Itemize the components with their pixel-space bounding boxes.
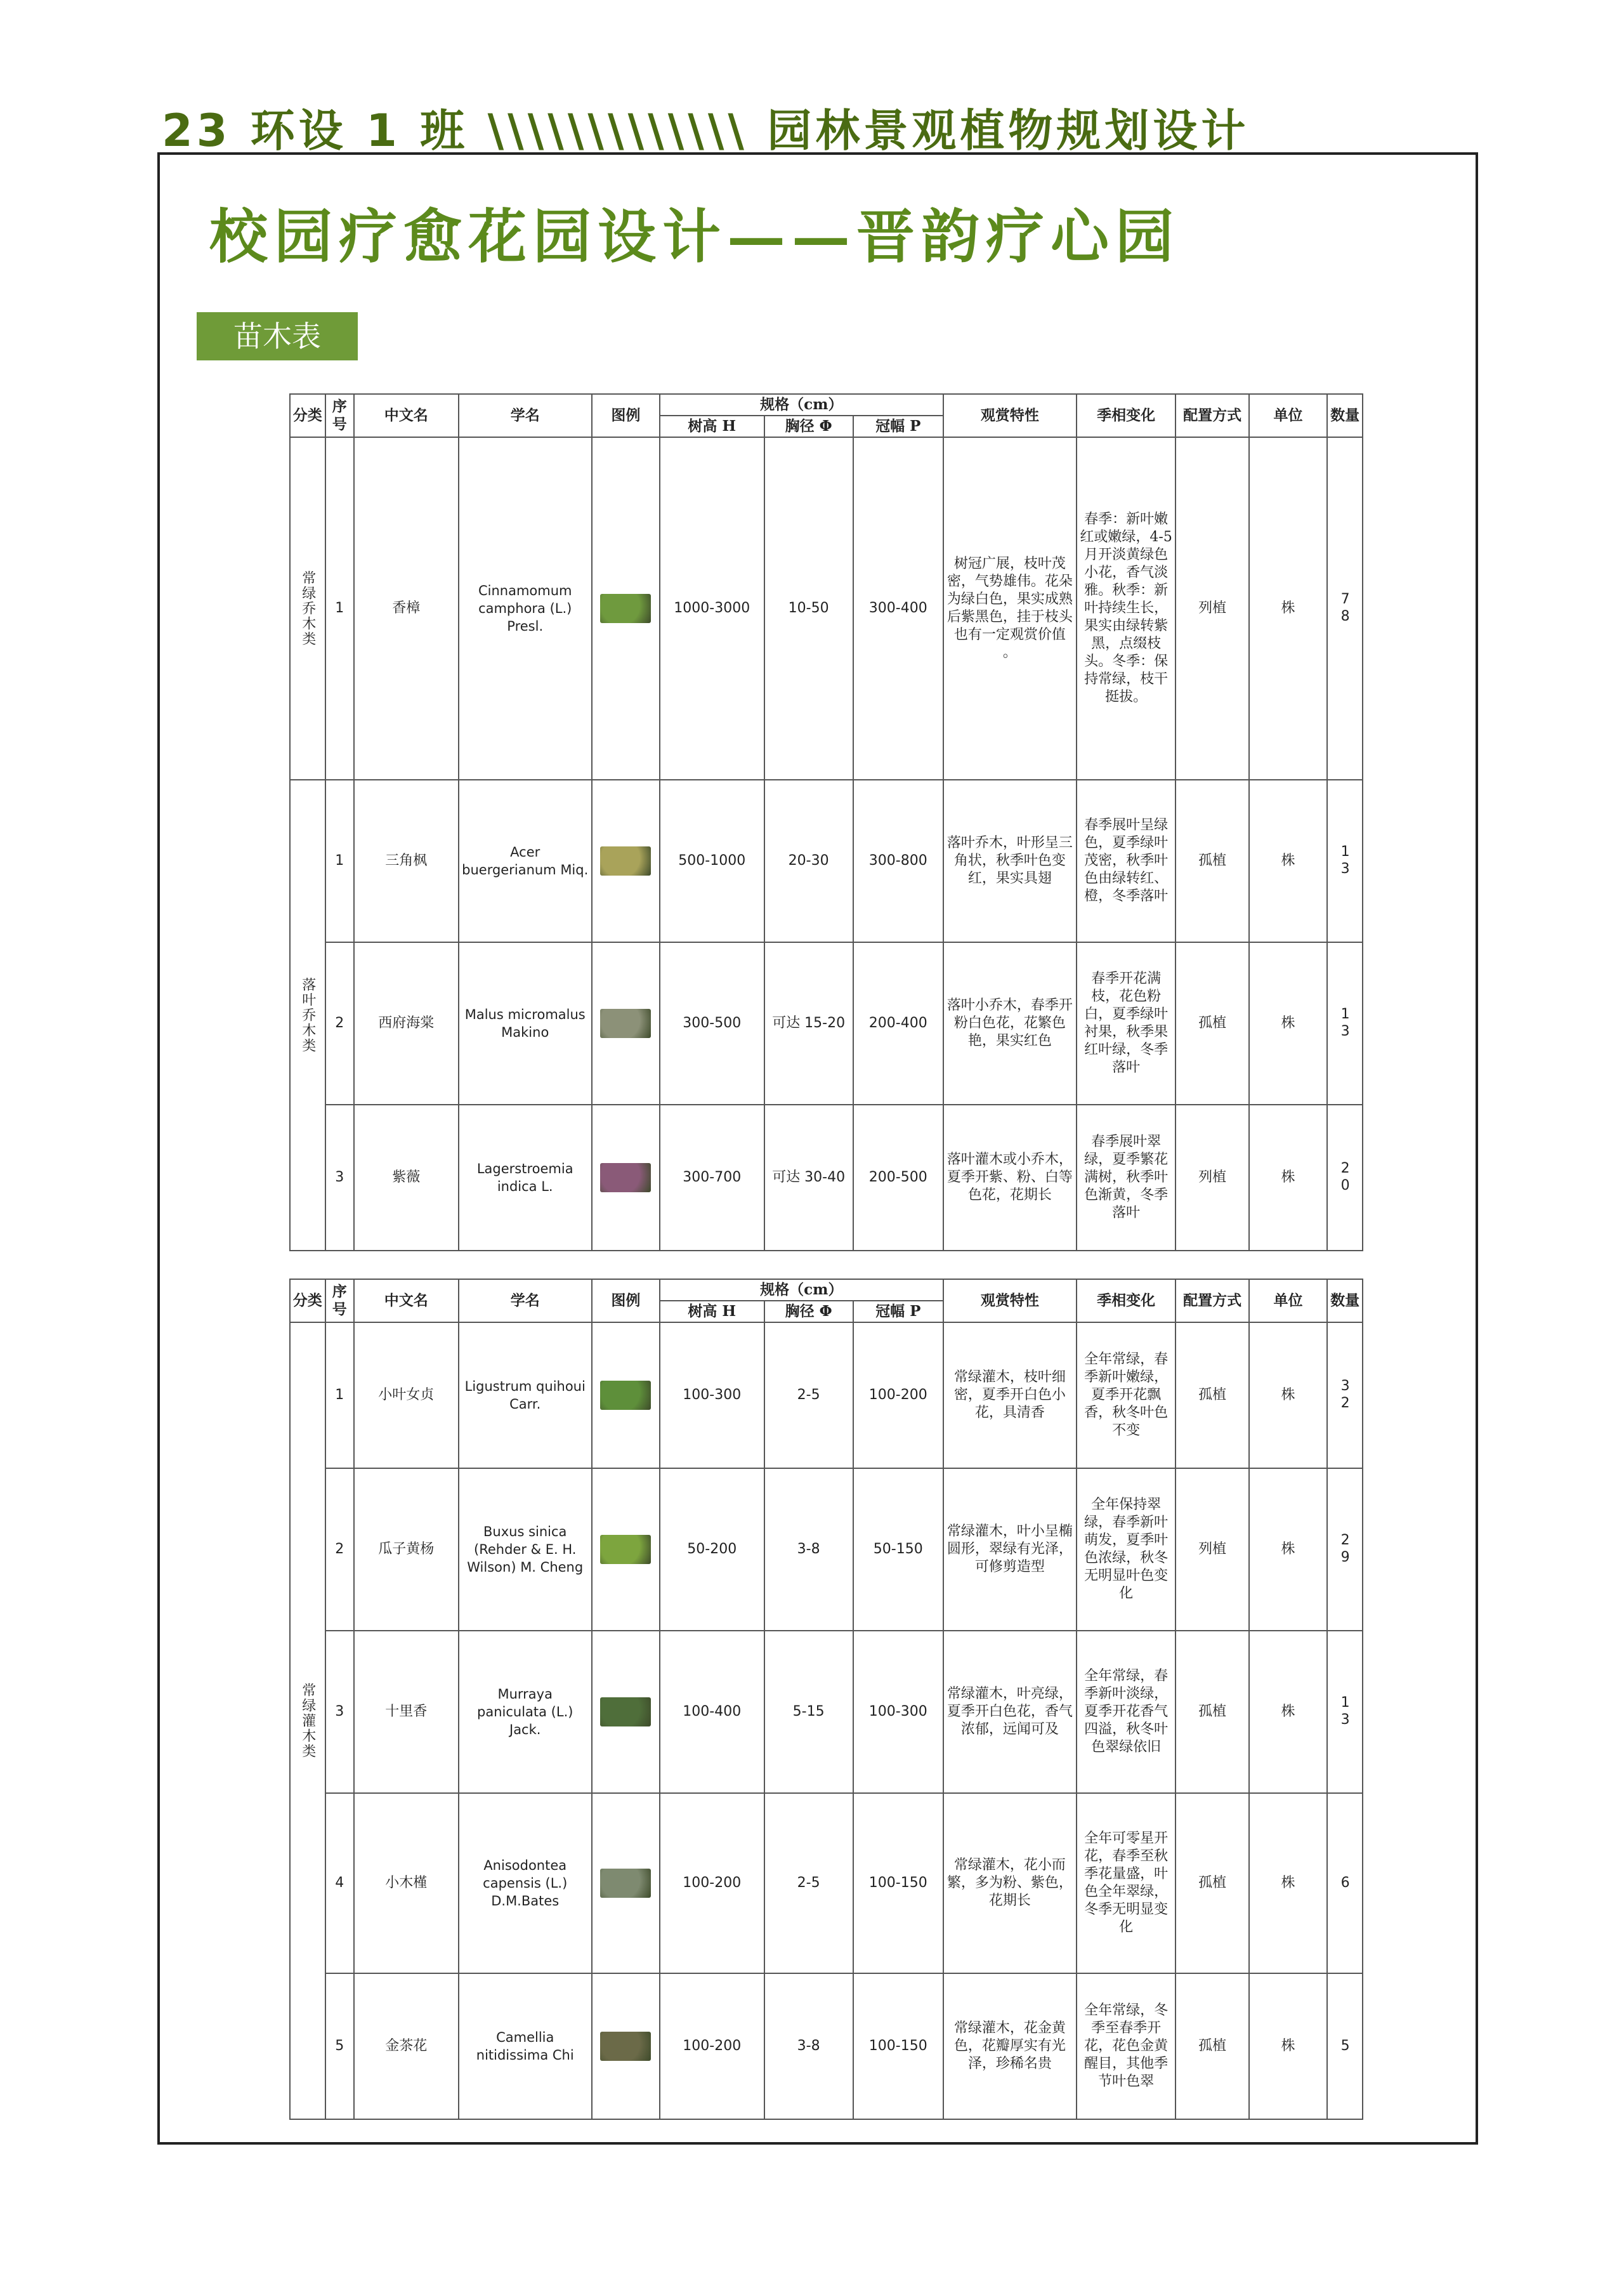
unit-cell: 株 xyxy=(1249,1105,1328,1251)
col-qty: 数量 xyxy=(1327,394,1363,437)
category-cell: 落叶乔木类 xyxy=(290,780,325,1251)
col-category: 分类 xyxy=(290,1279,325,1322)
dbh-cell: 5-15 xyxy=(764,1631,853,1793)
col-cn-name: 中文名 xyxy=(354,394,459,437)
ornamental-cell: 常绿灌木，枝叶细密，夏季开白色小花，具清香 xyxy=(943,1322,1077,1468)
config-cell: 孤植 xyxy=(1175,1973,1248,2119)
qty-cell: 20 xyxy=(1327,1105,1363,1251)
plant-legend-image xyxy=(600,1697,651,1726)
cn-name-cell: 紫薇 xyxy=(354,1105,459,1251)
table-row xyxy=(290,1468,1363,1631)
config-cell: 列植 xyxy=(1175,1105,1248,1251)
crown-cell: 200-500 xyxy=(853,1105,943,1251)
index-cell: 2 xyxy=(325,1468,354,1631)
unit-cell: 株 xyxy=(1249,1631,1328,1793)
legend-cell xyxy=(592,437,660,780)
qty-cell: 5 xyxy=(1327,1973,1363,2119)
height-cell: 300-700 xyxy=(660,1105,764,1251)
crown-cell: 100-150 xyxy=(853,1973,943,2119)
seasonal-cell: 春季展叶呈绿色，夏季绿叶茂密，秋季叶色由绿转红、橙，冬季落叶 xyxy=(1077,780,1176,942)
unit-cell: 株 xyxy=(1249,942,1328,1105)
latin-name-cell: Anisodontea capensis (L.) D.M.Bates xyxy=(459,1793,592,1973)
col-unit: 单位 xyxy=(1249,1279,1328,1322)
col-latin-name: 学名 xyxy=(459,394,592,437)
latin-name-cell: Cinnamomum camphora (L.) Presl. xyxy=(459,437,592,780)
col-crown: 冠幅 P xyxy=(853,416,943,437)
seasonal-cell: 春季：新叶嫩红或嫩绿，4-5 月开淡黄绿色小花，香气淡雅。秋季：新叶持续生长，果实由绿转紫黑，点缀枝头。冬季：保持常绿，枝干挺拔。 xyxy=(1077,437,1176,780)
col-index: 序号 xyxy=(325,1279,354,1322)
qty-cell: 13 xyxy=(1327,780,1363,942)
config-cell: 列植 xyxy=(1175,1468,1248,1631)
seasonal-cell: 全年常绿，春季新叶淡绿，夏季开花香气四溢，秋冬叶色翠绿依旧 xyxy=(1077,1631,1176,1793)
col-ornamental: 观赏特性 xyxy=(943,1279,1077,1322)
crown-cell: 100-200 xyxy=(853,1322,943,1468)
category-cell: 常绿乔木类 xyxy=(290,437,325,780)
latin-name-cell: Malus micromalus Makino xyxy=(459,942,592,1105)
table-row xyxy=(290,1973,1363,2119)
index-cell: 5 xyxy=(325,1973,354,2119)
col-dbh: 胸径 Φ xyxy=(764,1301,853,1322)
cn-name-cell: 小叶女贞 xyxy=(354,1322,459,1468)
cn-name-cell: 三角枫 xyxy=(354,780,459,942)
crown-cell: 200-400 xyxy=(853,942,943,1105)
dbh-cell: 可达 30-40 xyxy=(764,1105,853,1251)
legend-cell xyxy=(592,1793,660,1973)
cn-name-cell: 香樟 xyxy=(354,437,459,780)
ornamental-cell: 常绿灌木，叶小呈椭圆形，翠绿有光泽，可修剪造型 xyxy=(943,1468,1077,1631)
index-cell: 1 xyxy=(325,1322,354,1468)
height-cell: 100-200 xyxy=(660,1973,764,2119)
qty-cell: 13 xyxy=(1327,1631,1363,1793)
index-cell: 3 xyxy=(325,1631,354,1793)
dbh-cell: 2-5 xyxy=(764,1322,853,1468)
qty-cell: 29 xyxy=(1327,1468,1363,1631)
crown-cell: 300-400 xyxy=(853,437,943,780)
seasonal-cell: 全年保持翠绿，春季新叶萌发，夏季叶色浓绿，秋冬无明显叶色变化 xyxy=(1077,1468,1176,1631)
section-badge: 苗木表 xyxy=(197,312,358,360)
latin-name-cell: Lagerstroemia indica L. xyxy=(459,1105,592,1251)
index-cell: 1 xyxy=(325,780,354,942)
config-cell: 列植 xyxy=(1175,437,1248,780)
page-title: 校园疗愈花园设计——晋韵疗心园 xyxy=(209,202,1181,271)
unit-cell: 株 xyxy=(1249,1322,1328,1468)
latin-name-cell: Acer buergerianum Miq. xyxy=(459,780,592,942)
height-cell: 300-500 xyxy=(660,942,764,1105)
ornamental-cell: 落叶乔木，叶形呈三角状，秋季叶色变红，果实具翅 xyxy=(943,780,1077,942)
latin-name-cell: Murraya paniculata (L.) Jack. xyxy=(459,1631,592,1793)
config-cell: 孤植 xyxy=(1175,780,1248,942)
index-cell: 3 xyxy=(325,1105,354,1251)
plant-legend-image xyxy=(600,1869,651,1898)
col-seasonal: 季相变化 xyxy=(1077,394,1176,437)
col-legend: 图例 xyxy=(592,394,660,437)
plant-legend-image xyxy=(600,1009,651,1038)
plant-legend-image xyxy=(600,594,651,623)
dbh-cell: 3-8 xyxy=(764,1468,853,1631)
ornamental-cell: 落叶灌木或小乔木，夏季开紫、粉、白等色花，花期长 xyxy=(943,1105,1077,1251)
seasonal-cell: 春季展叶翠绿，夏季繁花满树，秋季叶色渐黄，冬季落叶 xyxy=(1077,1105,1176,1251)
plant-schedule-table-shrubs xyxy=(289,1279,1363,2120)
ornamental-cell: 树冠广展，枝叶茂密，气势雄伟。花朵为绿白色，果实成熟后紫黑色，挂于枝头也有一定观赏价值 。 xyxy=(943,437,1077,780)
unit-cell: 株 xyxy=(1249,437,1328,780)
col-config: 配置方式 xyxy=(1175,1279,1248,1322)
cn-name-cell: 小木槿 xyxy=(354,1793,459,1973)
qty-cell: 78 xyxy=(1327,437,1363,780)
cn-name-cell: 十里香 xyxy=(354,1631,459,1793)
seasonal-cell: 全年常绿，冬季至春季开花，花色金黄醒目，其他季节叶色翠 xyxy=(1077,1973,1176,2119)
seasonal-cell: 全年常绿，春季新叶嫩绿，夏季开花飘香，秋冬叶色不变 xyxy=(1077,1322,1176,1468)
col-index: 序号 xyxy=(325,394,354,437)
legend-cell xyxy=(592,1468,660,1631)
height-cell: 100-400 xyxy=(660,1631,764,1793)
col-unit: 单位 xyxy=(1249,394,1328,437)
latin-name-cell: Camellia nitidissima Chi xyxy=(459,1973,592,2119)
header-course-line: 23 环设 1 班 \\\\\\\\\\\\\ 园林景观植物规划设计 xyxy=(162,105,1250,157)
config-cell: 孤植 xyxy=(1175,1322,1248,1468)
height-cell: 500-1000 xyxy=(660,780,764,942)
unit-cell: 株 xyxy=(1249,780,1328,942)
plant-legend-image xyxy=(600,1163,651,1192)
crown-cell: 100-300 xyxy=(853,1631,943,1793)
ornamental-cell: 落叶小乔木，春季开粉白色花，花繁色艳，果实红色 xyxy=(943,942,1077,1105)
crown-cell: 300-800 xyxy=(853,780,943,942)
dbh-cell: 10-50 xyxy=(764,437,853,780)
config-cell: 孤植 xyxy=(1175,942,1248,1105)
qty-cell: 13 xyxy=(1327,942,1363,1105)
col-cn-name: 中文名 xyxy=(354,1279,459,1322)
unit-cell: 株 xyxy=(1249,1793,1328,1973)
ornamental-cell: 常绿灌木，叶亮绿，夏季开白色花，香气浓郁，远闻可及 xyxy=(943,1631,1077,1793)
legend-cell xyxy=(592,1105,660,1251)
legend-cell xyxy=(592,780,660,942)
crown-cell: 50-150 xyxy=(853,1468,943,1631)
col-dbh: 胸径 Φ xyxy=(764,416,853,437)
col-qty: 数量 xyxy=(1327,1279,1363,1322)
col-height: 树高 H xyxy=(660,416,764,437)
table-row xyxy=(290,1105,1363,1251)
latin-name-cell: Ligustrum quihoui Carr. xyxy=(459,1322,592,1468)
col-spec: 规格（cm） xyxy=(660,1279,943,1301)
config-cell: 孤植 xyxy=(1175,1631,1248,1793)
dbh-cell: 可达 15-20 xyxy=(764,942,853,1105)
cn-name-cell: 西府海棠 xyxy=(354,942,459,1105)
col-height: 树高 H xyxy=(660,1301,764,1322)
col-category: 分类 xyxy=(290,394,325,437)
table-row xyxy=(290,437,1363,780)
table-row xyxy=(290,1631,1363,1793)
index-cell: 4 xyxy=(325,1793,354,1973)
plant-schedule-table-trees xyxy=(289,393,1363,1251)
dbh-cell: 20-30 xyxy=(764,780,853,942)
latin-name-cell: Buxus sinica (Rehder & E. H. Wilson) M. Cheng xyxy=(459,1468,592,1631)
col-config: 配置方式 xyxy=(1175,394,1248,437)
table-row xyxy=(290,780,1363,942)
height-cell: 100-300 xyxy=(660,1322,764,1468)
col-crown: 冠幅 P xyxy=(853,1301,943,1322)
index-cell: 2 xyxy=(325,942,354,1105)
plant-legend-image xyxy=(600,2032,651,2061)
table-row xyxy=(290,942,1363,1105)
height-cell: 100-200 xyxy=(660,1793,764,1973)
crown-cell: 100-150 xyxy=(853,1793,943,1973)
col-latin-name: 学名 xyxy=(459,1279,592,1322)
legend-cell xyxy=(592,1322,660,1468)
plant-legend-image xyxy=(600,846,651,876)
unit-cell: 株 xyxy=(1249,1973,1328,2119)
table-row xyxy=(290,1322,1363,1468)
qty-cell: 32 xyxy=(1327,1322,1363,1468)
unit-cell: 株 xyxy=(1249,1468,1328,1631)
legend-cell xyxy=(592,1973,660,2119)
index-cell: 1 xyxy=(325,437,354,780)
seasonal-cell: 全年可零星开花，春季至秋季花量盛，叶色全年翠绿，冬季无明显变化 xyxy=(1077,1793,1176,1973)
dbh-cell: 3-8 xyxy=(764,1973,853,2119)
legend-cell xyxy=(592,1631,660,1793)
legend-cell xyxy=(592,942,660,1105)
table-row xyxy=(290,1793,1363,1973)
col-ornamental: 观赏特性 xyxy=(943,394,1077,437)
dbh-cell: 2-5 xyxy=(764,1793,853,1973)
ornamental-cell: 常绿灌木，花金黄色，花瓣厚实有光泽，珍稀名贵 xyxy=(943,1973,1077,2119)
seasonal-cell: 春季开花满枝，花色粉白，夏季绿叶衬果，秋季果红叶绿，冬季落叶 xyxy=(1077,942,1176,1105)
col-seasonal: 季相变化 xyxy=(1077,1279,1176,1322)
plant-legend-image xyxy=(600,1381,651,1410)
category-cell: 常绿灌木类 xyxy=(290,1322,325,2119)
height-cell: 50-200 xyxy=(660,1468,764,1631)
qty-cell: 6 xyxy=(1327,1793,1363,1973)
cn-name-cell: 瓜子黄杨 xyxy=(354,1468,459,1631)
plant-legend-image xyxy=(600,1535,651,1564)
col-legend: 图例 xyxy=(592,1279,660,1322)
height-cell: 1000-3000 xyxy=(660,437,764,780)
ornamental-cell: 常绿灌木，花小而繁，多为粉、紫色，花期长 xyxy=(943,1793,1077,1973)
col-spec: 规格（cm） xyxy=(660,394,943,416)
cn-name-cell: 金茶花 xyxy=(354,1973,459,2119)
config-cell: 孤植 xyxy=(1175,1793,1248,1973)
